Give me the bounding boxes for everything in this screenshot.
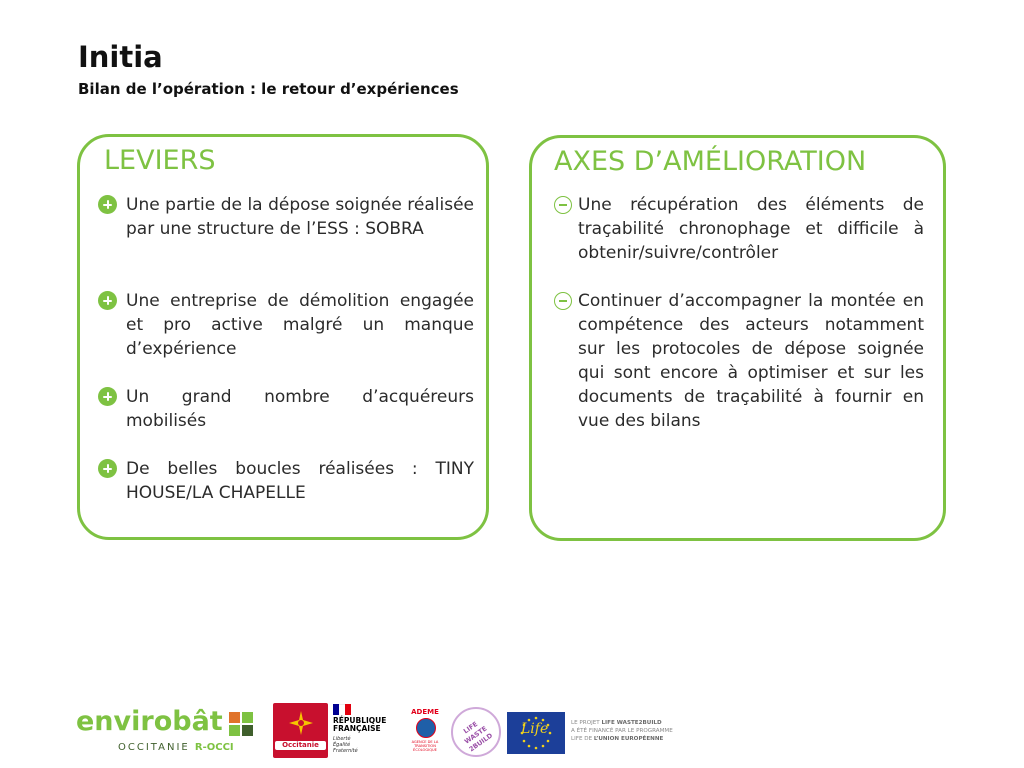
minus-circle-icon [554,292,572,310]
motto-fraternite: Fraternité [333,748,358,754]
waste2build-label: LIFE WASTE 2BUILD [461,720,495,754]
envirobat-wordmark [76,706,223,737]
plus-icon [98,195,117,214]
axes-card [529,135,946,541]
levier-text: Un grand nombre d’acquéreurs mobilisés [126,387,474,431]
envirobat-logo [76,706,276,758]
levier-text: De belles boucles réalisées : TINY HOUSE/LA CHAPELLE [126,459,474,503]
ademe-name: ADEME [411,708,439,716]
plus-icon [98,387,117,406]
republique-motto [333,736,358,754]
levier-item [98,385,476,433]
ademe-tagline: AGENCE DE LA TRANSITION ÉCOLOGIQUE [411,740,439,752]
motto-liberte: Liberté [333,736,351,742]
occitanie-label: Occitanie [275,741,326,750]
waste2build-logo [451,707,501,757]
caption-line3-bold: L’UNION EUROPÉENNE [593,736,664,742]
axe-text: Une récupération des éléments de traçabilité chronophage et difficile à obtenir/suivre/contrôler [578,195,924,263]
life-label: Life [521,721,549,737]
rocci-leaf-icon [228,711,254,737]
page-subtitle: Bilan de l’opération : le retour d’expériences [78,80,459,98]
levier-item [98,289,476,361]
axe-text: Continuer d’accompagner la montée en compétence des acteurs notamment sur les protocoles de dépose soignée qui sont encore à optimiser et sur les documents de traçabilité à fournir en vue des bilans [578,291,924,431]
globe-icon [416,718,436,738]
plus-icon [98,459,117,478]
ademe-logo [404,708,446,756]
leviers-title: LEVIERS [104,145,216,176]
occitan-cross-icon [287,709,315,737]
axe-item [554,289,934,433]
eu-funding-caption [571,719,673,743]
plus-icon [98,291,117,310]
levier-text: Une entreprise de démolition engagée et pro active malgré un manque d’expérience [126,291,474,359]
motto-egalite: Égalité [333,742,351,748]
envirobat-brand: envirobât [76,706,223,737]
leviers-card [77,134,489,540]
caption-line3-prefix: LIFE DE [571,736,594,742]
caption-line1-bold: LIFE WASTE2BUILD [601,720,662,726]
caption-line1-prefix: LE PROJET [571,720,602,726]
republique-text [333,717,386,733]
republique-line2: FRANÇAISE [333,724,381,733]
levier-text: Une partie de la dépose soignée réalisée par une structure de l’ESS : SOBRA [126,195,474,239]
envirobat-region: OCCITANIE [118,742,190,753]
page-title: Initia [78,40,163,74]
axes-title: AXES D’AMÉLIORATION [554,146,867,177]
republique-francaise-logo [333,704,395,760]
caption-line2: A ÉTÉ FINANCÉ PAR LE PROGRAMME [571,728,673,734]
eu-life-logo [507,712,565,754]
minus-circle-icon [554,196,572,214]
envirobat-subline [118,742,234,753]
levier-item [98,193,476,241]
levier-item [98,457,476,505]
occitanie-logo [273,703,328,758]
axe-item [554,193,934,265]
republique-line1: RÉPUBLIQUE [333,716,387,725]
rocci-label: R-OCCI [194,742,234,753]
